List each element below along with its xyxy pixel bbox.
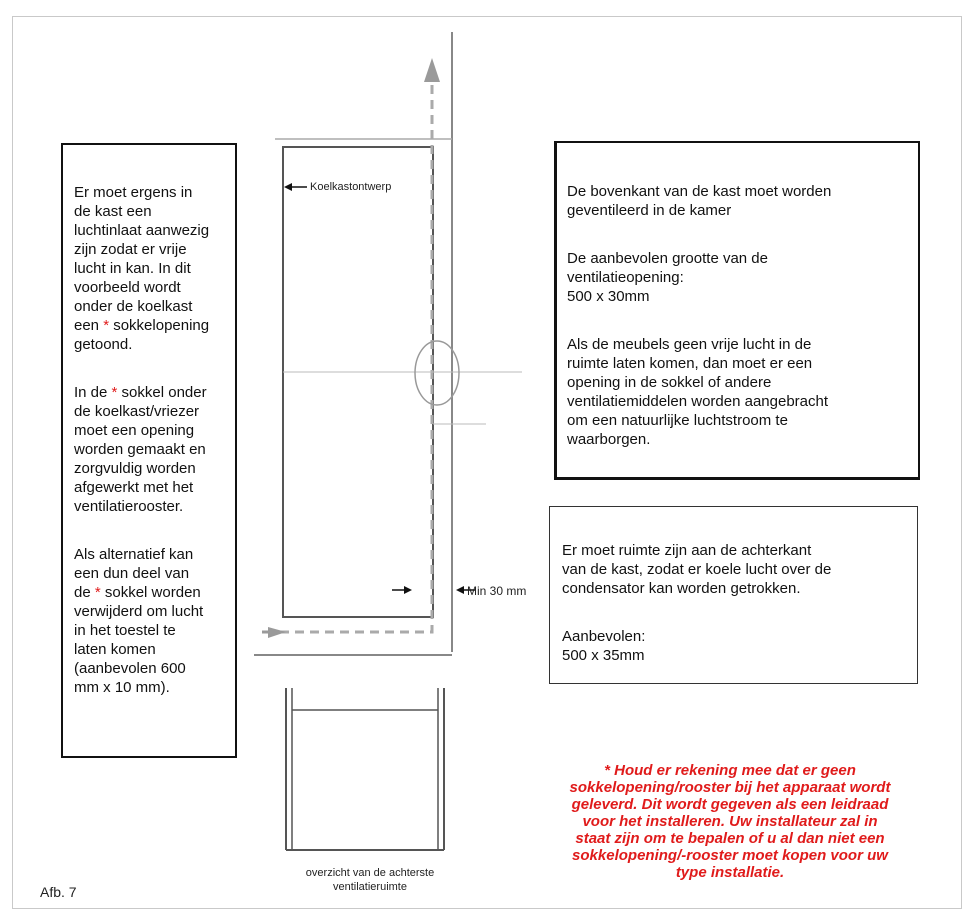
design-arrow-head	[284, 183, 292, 191]
bottom-right-para-2: Aanbevolen: 500 x 35mm	[562, 628, 646, 664]
overview-caption: overzicht van de achterste ventilatieruimte	[305, 867, 435, 893]
asterisk: *	[111, 384, 118, 401]
fridge-design-label: Koelkastontwerp	[310, 181, 392, 193]
left-para-2: In de * sokkel onder de koelkast/vriezer moet een opening worden gemaakt en zorgvuldig worden afgewerkt met het ventilatierooster.	[74, 384, 207, 515]
airflow-up-arrow	[424, 58, 440, 82]
installation-note: * Houd er rekening mee dat er geen sokkelopening/rooster bij het apparaat wordt geleverd. Dit wordt gegeven als een leidraad voor het installeren. Uw installateur zal in staat zijn om te bepalen of u al dan niet een sokkelopening/-rooster moet kopen voor uw type installatie.	[569, 762, 891, 881]
bottom-right-info-box	[549, 506, 918, 684]
top-right-para-2: De aanbevolen grootte van de ventilatieopening: 500 x 30mm	[567, 250, 768, 305]
airflow-dashed-path	[265, 75, 432, 632]
left-info-box	[61, 143, 237, 758]
asterisk: *	[103, 317, 110, 334]
gap-arrow-right-head	[456, 586, 464, 594]
top-right-para-3: Als de meubels geen vrije lucht in de ruimte laten komen, dan moet er een opening in de sokkel of andere ventilatiemiddelen worden aangebracht om een natuurlijke luchtstroom te waarborgen.	[567, 336, 829, 448]
plinth-overview	[286, 688, 444, 850]
asterisk: *	[94, 584, 101, 601]
gap-arrow-left-head	[404, 586, 412, 594]
fridge-cabinet-outline	[283, 147, 433, 617]
left-para-3: Als alternatief kan een dun deel van de * sokkel worden verwijderd om lucht in het toestel te laten komen (aanbevolen 600 mm x 10 mm).	[74, 546, 204, 696]
left-para-1: Er moet ergens in de kast een luchtinlaat aanwezig zijn zodat er vrije lucht in kan. In dit voorbeeld wordt onder de koelkast een * sokkelopening getoond.	[74, 184, 210, 353]
top-right-info-box	[554, 141, 920, 480]
min-gap-label: Min 30 mm	[467, 584, 527, 598]
figure-label: Afb. 7	[40, 884, 77, 900]
bottom-right-para-1: Er moet ruimte zijn aan de achterkant van de kast, zodat er koele lucht over de condensator kan worden getrokken.	[562, 542, 832, 597]
top-right-para-1: De bovenkant van de kast moet worden geventileerd in de kamer	[567, 183, 832, 219]
